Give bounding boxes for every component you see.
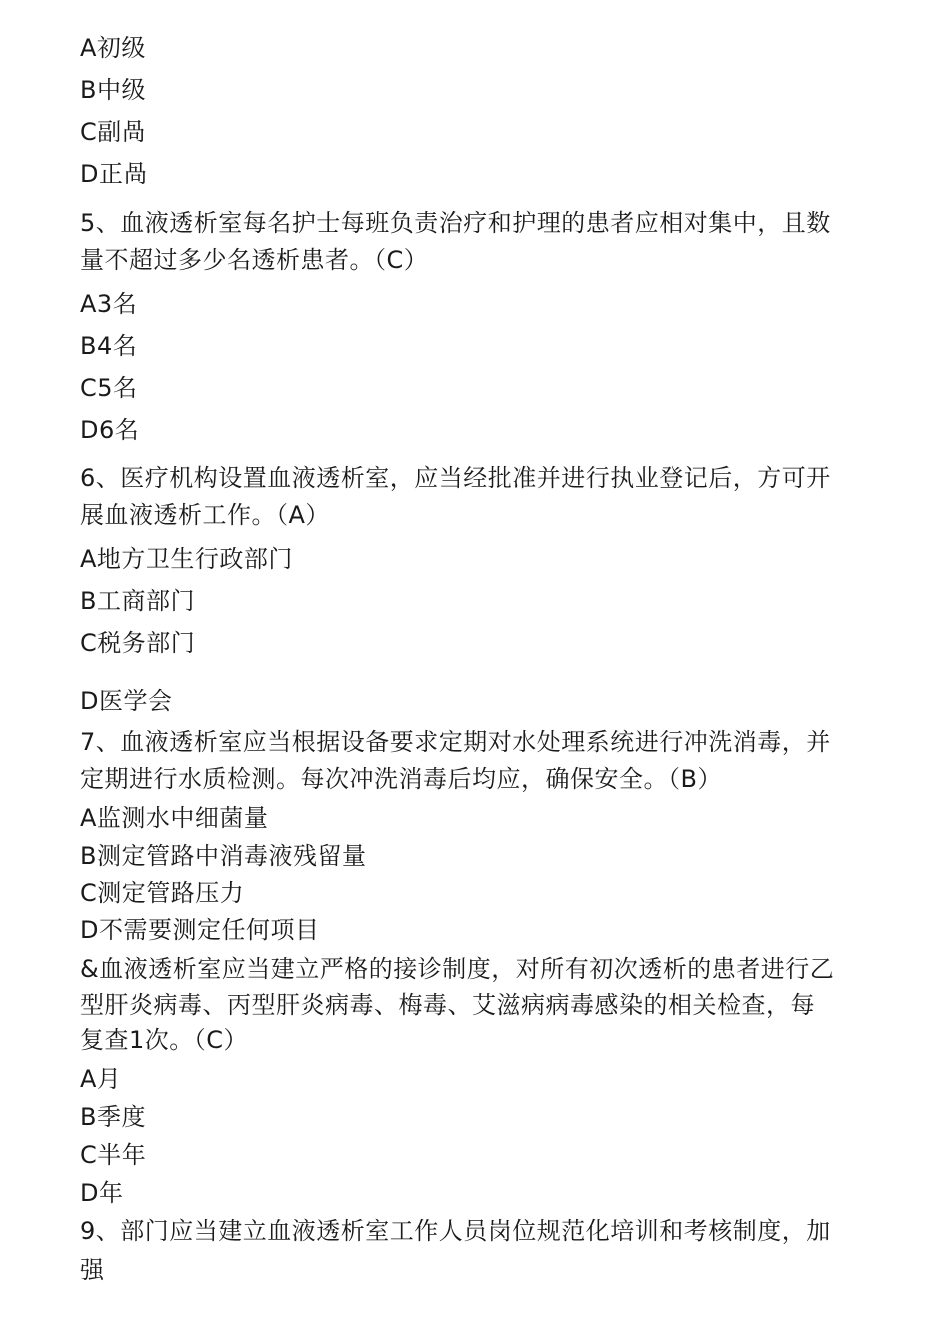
option-d: D不需要测定任何项目 (80, 916, 320, 944)
question-8-line-1: &血液透析室应当建立严格的接诊制度，对所有初次透析的患者进行乙 (80, 955, 835, 983)
question-6-line-2: 展血液透析工作。（A） (80, 501, 330, 529)
option-c: C测定管路压力 (80, 879, 245, 907)
question-9-line-2: 强 (80, 1256, 105, 1284)
option-a: A月 (80, 1065, 122, 1093)
option-a: A3名 (80, 290, 138, 318)
option-d: D6名 (80, 416, 140, 444)
option-c: C半年 (80, 1141, 147, 1169)
question-8-line-2: 型肝炎病毒、丙型肝炎病毒、梅毒、艾滋病病毒感染的相关检查，每 (80, 991, 815, 1019)
question-6-line-1: 6、医疗机构设置血液透析室，应当经批准并进行执业登记后，方可开 (80, 464, 831, 492)
option-b: B4名 (80, 332, 138, 360)
option-c: C5名 (80, 374, 138, 402)
option-b: B测定管路中消毒液残留量 (80, 842, 367, 870)
option-d: D医学会 (80, 687, 173, 715)
option-c: C税务部门 (80, 629, 196, 657)
question-5-line-1: 5、血液透析室每名护士每班负责治疗和护理的患者应相对集中，且数 (80, 209, 831, 237)
option-b: B季度 (80, 1103, 146, 1131)
question-8-line-3: 复查1次。（C） (80, 1026, 249, 1054)
option-c: C副咼 (80, 118, 147, 146)
question-9-line-1: 9、部门应当建立血液透析室工作人员岗位规范化培训和考核制度，加 (80, 1217, 831, 1245)
option-b: B中级 (80, 76, 146, 104)
option-a: A地方卫生行政部门 (80, 545, 293, 573)
option-d: D正咼 (80, 160, 148, 188)
question-5-line-2: 量不超过多少名透析患者。（C） (80, 246, 429, 274)
option-b: B工商部门 (80, 587, 195, 615)
question-7-line-1: 7、血液透析室应当根据设备要求定期对水处理系统进行冲洗消毒，并 (80, 728, 831, 756)
option-a: A初级 (80, 34, 146, 62)
question-7-line-2: 定期进行水质检测。每次冲洗消毒后均应，确保安全。（B） (80, 765, 722, 793)
option-a: A监测水中细菌量 (80, 804, 269, 832)
option-d: D年 (80, 1179, 124, 1207)
